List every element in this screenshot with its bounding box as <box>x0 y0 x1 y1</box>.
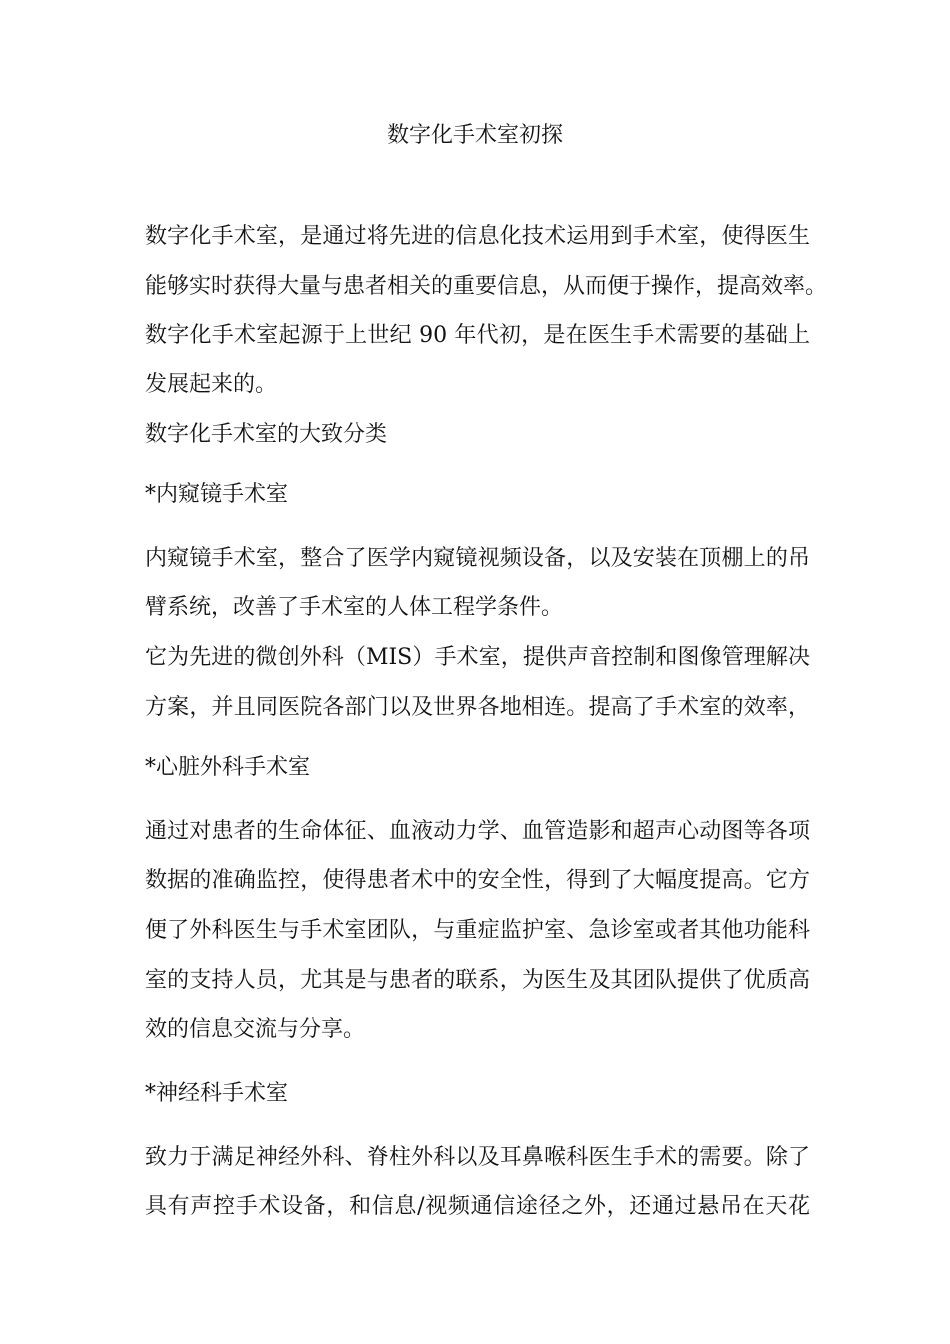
document-title: 数字化手术室初探 <box>386 123 563 148</box>
section-subheading: *内窥镜手术室 <box>145 482 289 507</box>
paragraph-line: 室的支持人员，尤其是与患者的联系，为医生及其团队提供了优质高 <box>145 968 810 993</box>
paragraph-line: 数字化手术室起源于上世纪 90 年代初，是在医生手术需要的基础上 <box>145 323 810 348</box>
paragraph-line: 方案，并且同医院各部门以及世界各地相连。提高了手术室的效率， <box>145 695 810 720</box>
paragraph-line: 数字化手术室，是通过将先进的信息化技术运用到手术室，使得医生 <box>145 224 810 249</box>
paragraph-line: 便了外科医生与手术室团队，与重症监护室、急诊室或者其他功能科 <box>145 918 810 943</box>
paragraph-line: 发展起来的。 <box>145 372 278 397</box>
paragraph-line: 内窥镜手术室，整合了医学内窥镜视频设备，以及安装在顶棚上的吊 <box>145 546 810 571</box>
paragraph-line: 具有声控手术设备，和信息/视频通信途径之外，还通过悬吊在天花 <box>145 1194 810 1219</box>
section-heading: 数字化手术室的大致分类 <box>145 422 388 447</box>
section-subheading: *神经科手术室 <box>145 1081 289 1106</box>
paragraph-line: 臂系统，改善了手术室的人体工程学条件。 <box>145 595 564 620</box>
paragraph-line: 效的信息交流与分享。 <box>145 1017 366 1042</box>
paragraph-line: 通过对患者的生命体征、血液动力学、血管造影和超声心动图等各项 <box>145 819 810 844</box>
paragraph-line: 它为先进的微创外科（MIS）手术室，提供声音控制和图像管理解决 <box>145 645 810 670</box>
section-subheading: *心脏外科手术室 <box>145 755 311 780</box>
paragraph-line: 能够实时获得大量与患者相关的重要信息，从而便于操作，提高效率。 <box>145 274 828 299</box>
paragraph-line: 数据的准确监控，使得患者术中的安全性，得到了大幅度提高。它方 <box>145 868 810 893</box>
paragraph-line: 致力于满足神经外科、脊柱外科以及耳鼻喉科医生手术的需要。除了 <box>145 1145 810 1170</box>
